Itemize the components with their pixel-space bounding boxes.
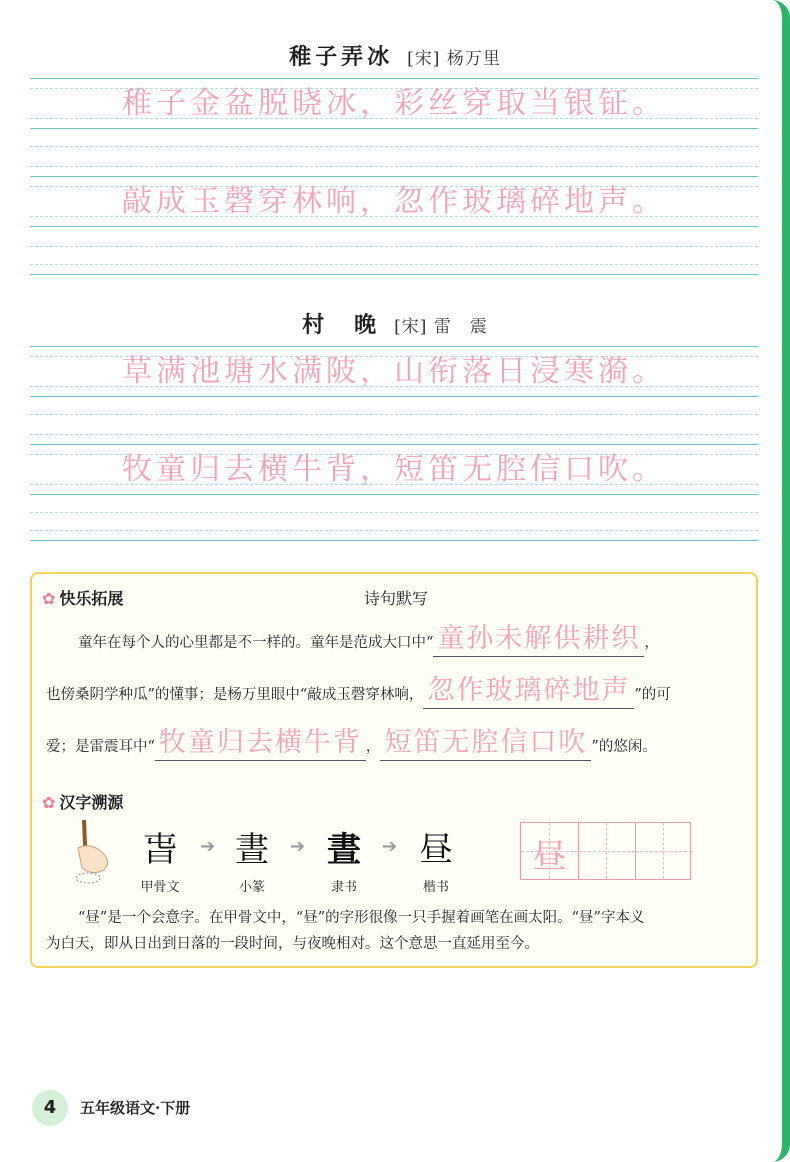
rule-line [30,226,758,227]
extension-para-line1 [78,622,659,657]
origin-text-line1: “昼”是一个会意字。在甲骨文中，“昼”的字形很像一只手握着画笔在画太阳。“昼”字本义 [78,910,645,926]
regular-glyph: 昼 [419,830,453,870]
poem1-line1: 稚子金盆脱晓冰，彩丝穿取当银钲。 [122,86,666,121]
rule-dotted [30,166,758,167]
text-segment: ”的可 [634,687,671,703]
label-oracle-bone: 甲骨文 [140,880,180,895]
poem1-line2: 敲成玉磬穿林响，忽作玻璃碎地声。 [122,184,666,219]
poem1-title-row [0,40,790,71]
rule-line [30,444,758,445]
rule-line [30,346,758,347]
extension-box [30,572,758,968]
extension-para-line3 [46,726,657,761]
text-segment: 童年在每个人的心里都是不一样的。童年是范成大口中“ [78,635,434,651]
rule-line [30,494,758,495]
rule-dotted [30,216,758,217]
text-segment: ， [365,739,381,755]
rule-dotted [30,414,758,415]
poem2-title: 村 晚 [302,313,381,338]
rule-line [30,176,758,177]
fill-blank-2[interactable]: 忽作玻璃碎地声 [423,674,634,709]
rule-line [30,540,758,541]
rule-dotted [30,264,758,265]
origin-text-line2: 为白天，即从日出到日落的一段时间，与夜晚相对。这个意思一直延用至今。 [46,936,539,952]
text-segment: ”的悠闲。 [591,739,657,755]
practice-cell[interactable] [578,823,635,879]
arrow-right-icon: ➔ [382,836,398,857]
origin-heading [42,790,123,813]
label-small-seal: 小篆 [238,880,265,895]
small-seal-glyph: 晝 [235,830,269,870]
page-number-badge: 4 [32,1090,68,1126]
oracle-bone-glyph: 旾 [143,830,177,870]
label-clerical: 隶书 [330,880,357,895]
rule-dotted [30,386,758,387]
origin-heading-text: 汉字溯源 [59,793,124,812]
flower-icon: ✿ [42,793,56,812]
rule-line [30,396,758,397]
fill-blank-3[interactable]: 牧童归去横牛背 [155,726,366,761]
poem2-line2: 牧童归去横牛背，短笛无腔信口吹。 [122,452,666,487]
poem2-author: [宋] 雷 震 [394,317,488,337]
practice-grid[interactable] [520,822,691,880]
text-segment: ， [644,635,659,651]
text-segment: 也傍桑阴学种瓜”的懂事；是杨万里眼中“敲成玉磬穿林响， [46,687,424,703]
arrow-right-icon: ➔ [290,836,306,857]
book-title: 五年级语文·下册 [80,1099,191,1117]
text-segment: 爱；是雷震耳中“ [46,739,155,755]
rule-dotted [30,484,758,485]
extension-para-line2 [46,674,671,709]
extension-heading-text: 快乐拓展 [59,589,124,608]
arrow-right-icon: ➔ [200,836,216,857]
rule-dotted [30,246,758,247]
brush-hand-icon [74,818,118,888]
rule-dotted [30,434,758,435]
practice-cell[interactable] [521,823,578,879]
rule-line [30,274,758,275]
rule-dotted [30,512,758,513]
fill-blank-1[interactable]: 童孙未解供耕织 [433,622,644,657]
rule-line [30,128,758,129]
poem1-title: 稚子弄冰 [289,45,394,70]
extension-subtitle: 诗句默写 [363,589,428,608]
flower-icon: ✿ [42,589,56,608]
rule-line [30,78,758,79]
fill-blank-4[interactable]: 短笛无腔信口吹 [380,726,591,761]
practice-char: 昼 [532,837,567,877]
clerical-glyph: 晝 [327,830,361,870]
poem1-author: [宋] 杨万里 [407,49,501,69]
rule-dotted [30,146,758,147]
rule-dotted [30,530,758,531]
rule-dotted [30,118,758,119]
poem2-title-row [0,308,790,339]
label-regular: 楷书 [422,880,449,895]
poem2-line1: 草满池塘水满陂，山衔落日浸寒漪。 [122,354,666,389]
practice-cell[interactable] [635,823,692,879]
